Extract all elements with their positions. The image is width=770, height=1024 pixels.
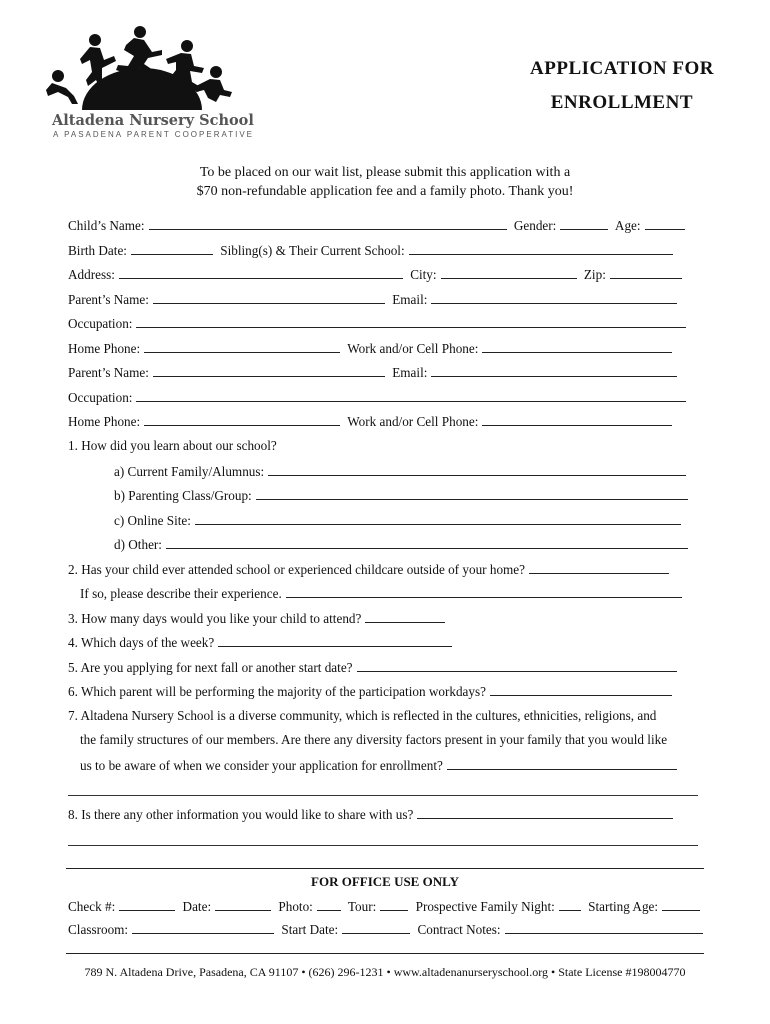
office-row-2 <box>68 921 707 938</box>
question-2b <box>80 585 686 602</box>
question-1d-label: d) Other: <box>114 537 162 552</box>
office-date-label: Date: <box>182 899 212 914</box>
parent1-occupation-field[interactable] <box>136 315 686 328</box>
question-1-text: 1. How did you learn about our school? <box>68 438 277 453</box>
photo-field[interactable] <box>317 898 341 911</box>
office-date-field[interactable] <box>215 898 271 911</box>
question-8-field[interactable] <box>417 806 673 819</box>
question-8 <box>68 806 677 823</box>
tour-label: Tour: <box>347 899 377 914</box>
row-parent1-occupation <box>68 315 690 332</box>
question-4-field[interactable] <box>218 634 452 647</box>
classroom-label: Classroom: <box>68 922 129 937</box>
zip-field[interactable] <box>610 266 682 279</box>
row-parent2-phone <box>68 413 676 430</box>
row-parent1-phone <box>68 340 676 357</box>
childs-name-label: Child’s Name: <box>68 218 145 233</box>
question-5-text: 5. Are you applying for next fall or another start date? <box>68 660 353 675</box>
question-1d <box>114 536 692 553</box>
intro-line2: $70 non-refundable application fee and a family photo. Thank you! <box>196 184 574 199</box>
row-parent2-name <box>68 364 681 381</box>
school-name: Altadena Nursery School <box>52 112 254 129</box>
tour-field[interactable] <box>380 898 408 911</box>
siblings-label: Sibling(s) & Their Current School: <box>220 243 405 258</box>
parent1-name-label: Parent’s Name: <box>68 292 149 307</box>
start-date-field[interactable] <box>342 921 410 934</box>
question-5 <box>68 659 681 676</box>
children-silhouette-icon <box>44 26 234 112</box>
office-row-1 <box>68 898 704 915</box>
check-number-label: Check #: <box>68 899 116 914</box>
address-label: Address: <box>68 267 115 282</box>
parent2-email-field[interactable] <box>431 364 677 377</box>
question-1 <box>68 438 277 454</box>
row-birth-date <box>68 242 677 259</box>
parent1-work-phone-field[interactable] <box>482 340 672 353</box>
gender-label: Gender: <box>513 218 557 233</box>
question-7-text-3: us to be aware of when we consider your application for enrollment? <box>80 758 443 773</box>
starting-age-label: Starting Age: <box>588 899 659 914</box>
row-childs-name <box>68 217 689 234</box>
address-field[interactable] <box>119 266 403 279</box>
family-night-label: Prospective Family Night: <box>415 899 555 914</box>
parent2-home-phone-field[interactable] <box>144 413 340 426</box>
question-1c-field[interactable] <box>195 512 681 525</box>
parent1-name-field[interactable] <box>153 291 385 304</box>
question-2 <box>68 561 673 578</box>
city-label: City: <box>410 267 437 282</box>
question-8-text: 8. Is there any other information you would like to share with us? <box>68 807 414 822</box>
check-number-field[interactable] <box>119 898 175 911</box>
question-3-field[interactable] <box>365 610 445 623</box>
question-6-field[interactable] <box>490 683 672 696</box>
question-7-line1 <box>68 708 656 724</box>
footer-contact: 789 N. Altadena Drive, Pasadena, CA 91107 • (626) 296-1231 • www.altadenanurseryschool.org • State License #198004770 <box>84 965 686 979</box>
question-6 <box>68 683 676 700</box>
question-5-field[interactable] <box>357 659 677 672</box>
question-7-line3 <box>80 757 681 774</box>
starting-age-field[interactable] <box>662 898 700 911</box>
row-address <box>68 266 686 283</box>
question-4 <box>68 634 456 651</box>
age-label: Age: <box>614 218 641 233</box>
parent2-occupation-label: Occupation: <box>68 390 133 405</box>
question-7-text-2: the family structures of our members. Are there any diversity factors present in your family that you would like <box>80 732 668 747</box>
intro-line1: To be placed on our wait list, please submit this application with a <box>199 165 571 180</box>
school-logo <box>44 26 255 141</box>
question-7-text-1: 7. Altadena Nursery School is a diverse community, which is reflected in the cultures, ethnicities, religions, and <box>68 708 657 723</box>
birth-date-field[interactable] <box>131 242 213 255</box>
question-1d-field[interactable] <box>166 536 688 549</box>
family-night-field[interactable] <box>559 898 581 911</box>
age-field[interactable] <box>645 217 685 230</box>
parent1-occupation-label: Occupation: <box>68 316 133 331</box>
childs-name-field[interactable] <box>149 217 507 230</box>
question-1a <box>114 463 690 480</box>
school-tagline: A PASADENA PARENT COOPERATIVE <box>53 130 255 139</box>
question-1b <box>114 487 692 504</box>
parent2-name-field[interactable] <box>153 364 385 377</box>
question-3-text: 3. How many days would you like your child to attend? <box>68 611 362 626</box>
parent1-email-field[interactable] <box>431 291 677 304</box>
question-2b-field[interactable] <box>286 585 682 598</box>
parent2-work-phone-field[interactable] <box>482 413 672 426</box>
start-date-label: Start Date: <box>281 922 339 937</box>
office-bottom-divider <box>66 953 704 954</box>
office-top-divider <box>66 868 704 869</box>
question-2-field[interactable] <box>529 561 669 574</box>
office-use-heading: FOR OFFICE USE ONLY <box>311 874 459 889</box>
page-title-line1: APPLICATION FOR <box>530 58 714 79</box>
page-title-line2: ENROLLMENT <box>550 92 693 113</box>
question-3 <box>68 610 449 627</box>
parent2-home-phone-label: Home Phone: <box>68 414 141 429</box>
classroom-field[interactable] <box>132 921 274 934</box>
parent2-occupation-field[interactable] <box>136 389 686 402</box>
question-1a-field[interactable] <box>268 463 686 476</box>
question-2-text: 2. Has your child ever attended school or experienced childcare outside of your home? <box>68 562 525 577</box>
parent1-home-phone-field[interactable] <box>144 340 340 353</box>
question-4-text: 4. Which days of the week? <box>68 635 215 650</box>
gender-field[interactable] <box>560 217 608 230</box>
row-parent1-name <box>68 291 681 308</box>
contract-notes-field[interactable] <box>505 921 703 934</box>
photo-label: Photo: <box>278 899 313 914</box>
parent1-email-label: Email: <box>392 292 428 307</box>
question-7-line2 <box>80 732 667 748</box>
question-8-extra-line[interactable] <box>68 845 698 846</box>
question-6-text: 6. Which parent will be performing the majority of the participation workdays? <box>68 684 486 699</box>
birth-date-label: Birth Date: <box>68 243 127 258</box>
parent2-email-label: Email: <box>392 365 428 380</box>
question-7-field[interactable] <box>447 757 677 770</box>
siblings-field[interactable] <box>409 242 673 255</box>
row-parent2-occupation <box>68 389 690 406</box>
question-1a-label: a) Current Family/Alumnus: <box>114 464 265 479</box>
parent2-work-phone-label: Work and/or Cell Phone: <box>347 414 479 429</box>
parent1-home-phone-label: Home Phone: <box>68 341 141 356</box>
question-1c-label: c) Online Site: <box>114 513 191 528</box>
question-1b-label: b) Parenting Class/Group: <box>114 488 252 503</box>
question-1c <box>114 512 685 529</box>
parent2-name-label: Parent’s Name: <box>68 365 149 380</box>
parent1-work-phone-label: Work and/or Cell Phone: <box>347 341 479 356</box>
zip-label: Zip: <box>583 267 606 282</box>
question-1b-field[interactable] <box>256 487 688 500</box>
question-7-extra-line[interactable] <box>68 795 698 796</box>
question-2b-text: If so, please describe their experience. <box>80 586 282 601</box>
contract-notes-label: Contract Notes: <box>417 922 501 937</box>
city-field[interactable] <box>441 266 577 279</box>
